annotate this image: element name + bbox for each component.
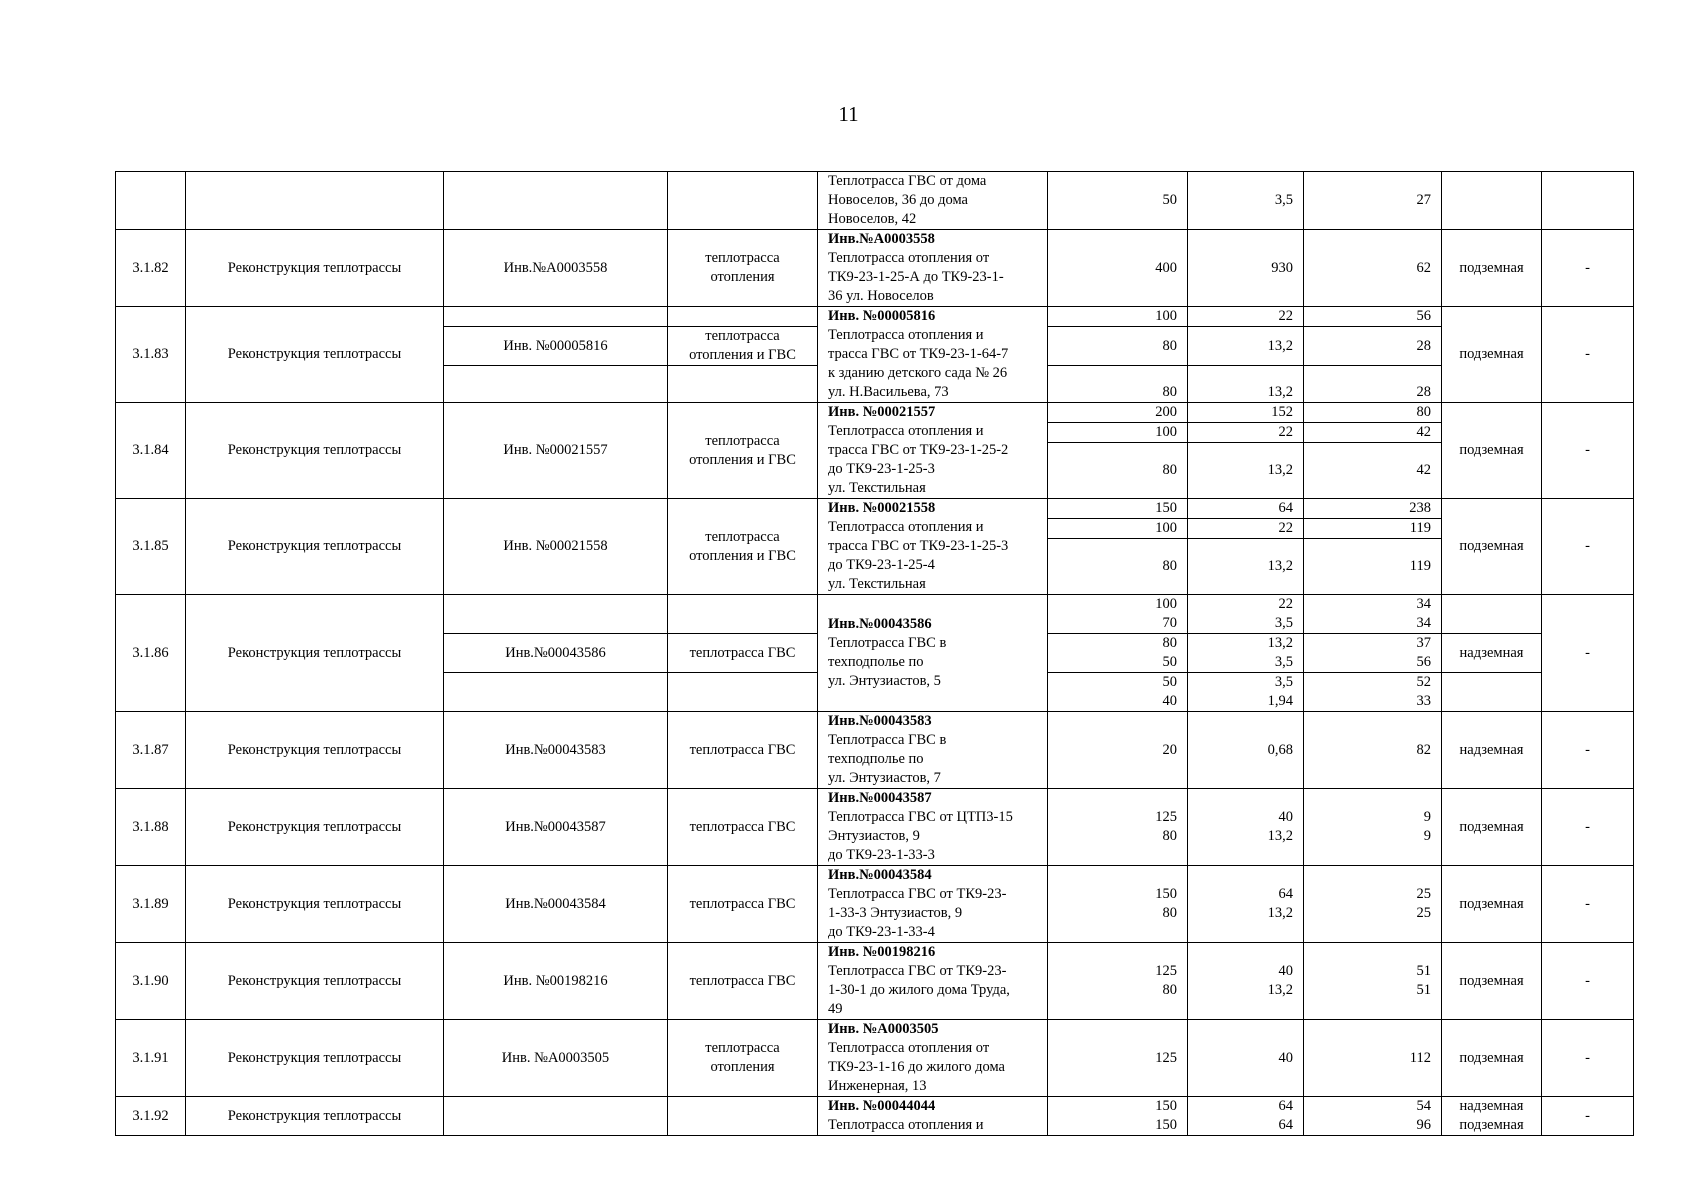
length-cell: 13,2 [1188, 366, 1304, 403]
inventory-number: Инв. №00021557 [444, 403, 668, 499]
year-cell: 42 [1304, 443, 1442, 499]
note-cell: - [1542, 230, 1634, 307]
page-number: 11 [838, 102, 859, 126]
row-number: 3.1.84 [116, 403, 186, 499]
network-type: теплотрасса отопления и ГВС [668, 403, 818, 499]
reconstruction-table [115, 171, 1634, 1136]
row-number: 3.1.89 [116, 866, 186, 943]
note-cell: - [1542, 595, 1634, 712]
length-cell: 40 [1188, 1020, 1304, 1097]
network-type: теплотрасса отопления и ГВС [668, 327, 818, 366]
network-type: теплотрасса ГВС [668, 943, 818, 1020]
laying-type: подземная [1442, 403, 1542, 499]
diameter-cell: 125 80 [1048, 943, 1188, 1020]
laying-type: надземная [1442, 634, 1542, 673]
diameter-cell: 125 80 [1048, 789, 1188, 866]
diameter-cell: 150 [1048, 499, 1188, 519]
object-description: Инв. №00021557 Теплотрасса отопления и трасса ГВС от ТК9-23-1-25-2 до ТК9-23-1-25-3 ул. Текстильная [818, 403, 1048, 499]
object-description: Инв. №00005816 Теплотрасса отопления и трасса ГВС от ТК9-23-1-64-7 к зданию детского сада № 26 ул. Н.Васильева, 73 [818, 307, 1048, 403]
measure-name: Реконструкция теплотрассы [186, 595, 444, 712]
measure-name: Реконструкция теплотрассы [186, 403, 444, 499]
network-type: теплотрасса отопления [668, 230, 818, 307]
object-description: Инв.№А0003558 Теплотрасса отопления от ТК9-23-1-25-А до ТК9-23-1- 36 ул. Новоселов [818, 230, 1048, 307]
table-row [116, 866, 1634, 943]
inventory-number: Инв.№00043584 [444, 866, 668, 943]
laying-type: надземная подземная [1442, 1097, 1542, 1136]
inventory-number: Инв.№00043587 [444, 789, 668, 866]
length-cell: 13,2 [1188, 539, 1304, 595]
year-cell: 42 [1304, 423, 1442, 443]
measure-name: Реконструкция теплотрассы [186, 230, 444, 307]
row-number: 3.1.87 [116, 712, 186, 789]
length-cell: 152 [1188, 403, 1304, 423]
object-description: Теплотрасса ГВС от дома Новоселов, 36 до дома Новоселов, 42 [818, 172, 1048, 230]
diameter-cell: 125 [1048, 1020, 1188, 1097]
table-row [116, 1020, 1634, 1097]
table-row [116, 712, 1634, 789]
object-description: Инв.№00043587 Теплотрасса ГВС от ЦТП3-15 Энтузиастов, 9 до ТК9-23-1-33-3 [818, 789, 1048, 866]
inventory-number: Инв. №А0003505 [444, 1020, 668, 1097]
length-cell: 13,2 [1188, 443, 1304, 499]
diameter-cell: 50 40 [1048, 673, 1188, 712]
length-cell: 64 [1188, 499, 1304, 519]
measure-name: Реконструкция теплотрассы [186, 1097, 444, 1136]
note-cell: - [1542, 1097, 1634, 1136]
object-description: Инв. №00044044 Теплотрасса отопления и [818, 1097, 1048, 1136]
note-cell: - [1542, 499, 1634, 595]
year-cell: 238 [1304, 499, 1442, 519]
table-row [116, 943, 1634, 1020]
object-description: Инв. №00021558 Теплотрасса отопления и трасса ГВС от ТК9-23-1-25-3 до ТК9-23-1-25-4 ул. Текстильная [818, 499, 1048, 595]
object-description: Инв.№00043584 Теплотрасса ГВС от ТК9-23- 1-33-3 Энтузиастов, 9 до ТК9-23-1-33-4 [818, 866, 1048, 943]
inventory-number: Инв. №00005816 [444, 327, 668, 366]
note-cell: - [1542, 403, 1634, 499]
year-cell: 27 [1304, 172, 1442, 230]
object-description: Инв.№00043586 Теплотрасса ГВС в техподполье по ул. Энтузиастов, 5 [818, 595, 1048, 712]
row-number: 3.1.92 [116, 1097, 186, 1136]
length-cell: 22 [1188, 307, 1304, 327]
laying-type: подземная [1442, 499, 1542, 595]
length-cell: 64 64 [1188, 1097, 1304, 1136]
measure-name: Реконструкция теплотрассы [186, 943, 444, 1020]
year-cell: 9 9 [1304, 789, 1442, 866]
diameter-cell: 50 [1048, 172, 1188, 230]
object-description: Инв. №00198216 Теплотрасса ГВС от ТК9-23- 1-30-1 до жилого дома Труда, 49 [818, 943, 1048, 1020]
year-cell: 112 [1304, 1020, 1442, 1097]
row-number: 3.1.90 [116, 943, 186, 1020]
table-row [116, 403, 1634, 423]
note-cell: - [1542, 866, 1634, 943]
object-description: Инв.№00043583 Теплотрасса ГВС в техподполье по ул. Энтузиастов, 7 [818, 712, 1048, 789]
table-row [116, 230, 1634, 307]
row-number: 3.1.88 [116, 789, 186, 866]
measure-name: Реконструкция теплотрассы [186, 499, 444, 595]
diameter-cell: 80 [1048, 539, 1188, 595]
network-type: теплотрасса отопления [668, 1020, 818, 1097]
row-number: 3.1.82 [116, 230, 186, 307]
network-type: теплотрасса ГВС [668, 866, 818, 943]
inventory-number: Инв. №00198216 [444, 943, 668, 1020]
inventory-number: Инв.№00043583 [444, 712, 668, 789]
diameter-cell: 150 150 [1048, 1097, 1188, 1136]
length-cell: 930 [1188, 230, 1304, 307]
table-row [116, 595, 1634, 634]
network-type: теплотрасса отопления и ГВС [668, 499, 818, 595]
year-cell: 25 25 [1304, 866, 1442, 943]
note-cell: - [1542, 789, 1634, 866]
length-cell: 64 13,2 [1188, 866, 1304, 943]
diameter-cell: 80 50 [1048, 634, 1188, 673]
length-cell: 40 13,2 [1188, 943, 1304, 1020]
year-cell: 54 96 [1304, 1097, 1442, 1136]
length-cell: 40 13,2 [1188, 789, 1304, 866]
note-cell: - [1542, 1020, 1634, 1097]
note-cell: - [1542, 712, 1634, 789]
diameter-cell: 20 [1048, 712, 1188, 789]
laying-type: надземная [1442, 712, 1542, 789]
year-cell: 119 [1304, 519, 1442, 539]
measure-name: Реконструкция теплотрассы [186, 789, 444, 866]
diameter-cell: 100 70 [1048, 595, 1188, 634]
year-cell: 56 [1304, 307, 1442, 327]
measure-name: Реконструкция теплотрассы [186, 866, 444, 943]
year-cell: 82 [1304, 712, 1442, 789]
table-row [116, 499, 1634, 519]
year-cell: 80 [1304, 403, 1442, 423]
diameter-cell: 150 80 [1048, 866, 1188, 943]
measure-name: Реконструкция теплотрассы [186, 712, 444, 789]
year-cell: 28 [1304, 327, 1442, 366]
note-cell: - [1542, 307, 1634, 403]
inventory-number: Инв.№А0003558 [444, 230, 668, 307]
length-cell: 22 [1188, 423, 1304, 443]
table-row [116, 307, 1634, 327]
length-cell: 3,5 [1188, 172, 1304, 230]
row-number: 3.1.91 [116, 1020, 186, 1097]
length-cell: 3,5 1,94 [1188, 673, 1304, 712]
length-cell: 22 [1188, 519, 1304, 539]
diameter-cell: 400 [1048, 230, 1188, 307]
diameter-cell: 200 [1048, 403, 1188, 423]
network-type: теплотрасса ГВС [668, 789, 818, 866]
year-cell: 34 34 [1304, 595, 1442, 634]
diameter-cell: 80 [1048, 366, 1188, 403]
diameter-cell: 80 [1048, 443, 1188, 499]
year-cell: 37 56 [1304, 634, 1442, 673]
laying-type: подземная [1442, 789, 1542, 866]
length-cell: 13,2 3,5 [1188, 634, 1304, 673]
inventory-number: Инв.№00043586 [444, 634, 668, 673]
laying-type: подземная [1442, 866, 1542, 943]
laying-type: подземная [1442, 943, 1542, 1020]
measure-name: Реконструкция теплотрассы [186, 1020, 444, 1097]
table-row [116, 1097, 1634, 1136]
object-description: Инв. №А0003505 Теплотрасса отопления от ТК9-23-1-16 до жилого дома Инженерная, 13 [818, 1020, 1048, 1097]
note-cell: - [1542, 943, 1634, 1020]
diameter-cell: 100 [1048, 423, 1188, 443]
row-number: 3.1.85 [116, 499, 186, 595]
row-number: 3.1.83 [116, 307, 186, 403]
year-cell: 52 33 [1304, 673, 1442, 712]
measure-name: Реконструкция теплотрассы [186, 307, 444, 403]
diameter-cell: 100 [1048, 307, 1188, 327]
year-cell: 28 [1304, 366, 1442, 403]
inventory-number: Инв. №00021558 [444, 499, 668, 595]
network-type: теплотрасса ГВС [668, 712, 818, 789]
diameter-cell: 100 [1048, 519, 1188, 539]
laying-type: подземная [1442, 230, 1542, 307]
year-cell: 62 [1304, 230, 1442, 307]
row-number: 3.1.86 [116, 595, 186, 712]
network-type: теплотрасса ГВС [668, 634, 818, 673]
laying-type: подземная [1442, 307, 1542, 403]
table-row [116, 172, 1634, 230]
year-cell: 119 [1304, 539, 1442, 595]
year-cell: 51 51 [1304, 943, 1442, 1020]
length-cell: 22 3,5 [1188, 595, 1304, 634]
table-row [116, 789, 1634, 866]
laying-type: подземная [1442, 1020, 1542, 1097]
length-cell: 13,2 [1188, 327, 1304, 366]
length-cell: 0,68 [1188, 712, 1304, 789]
diameter-cell: 80 [1048, 327, 1188, 366]
